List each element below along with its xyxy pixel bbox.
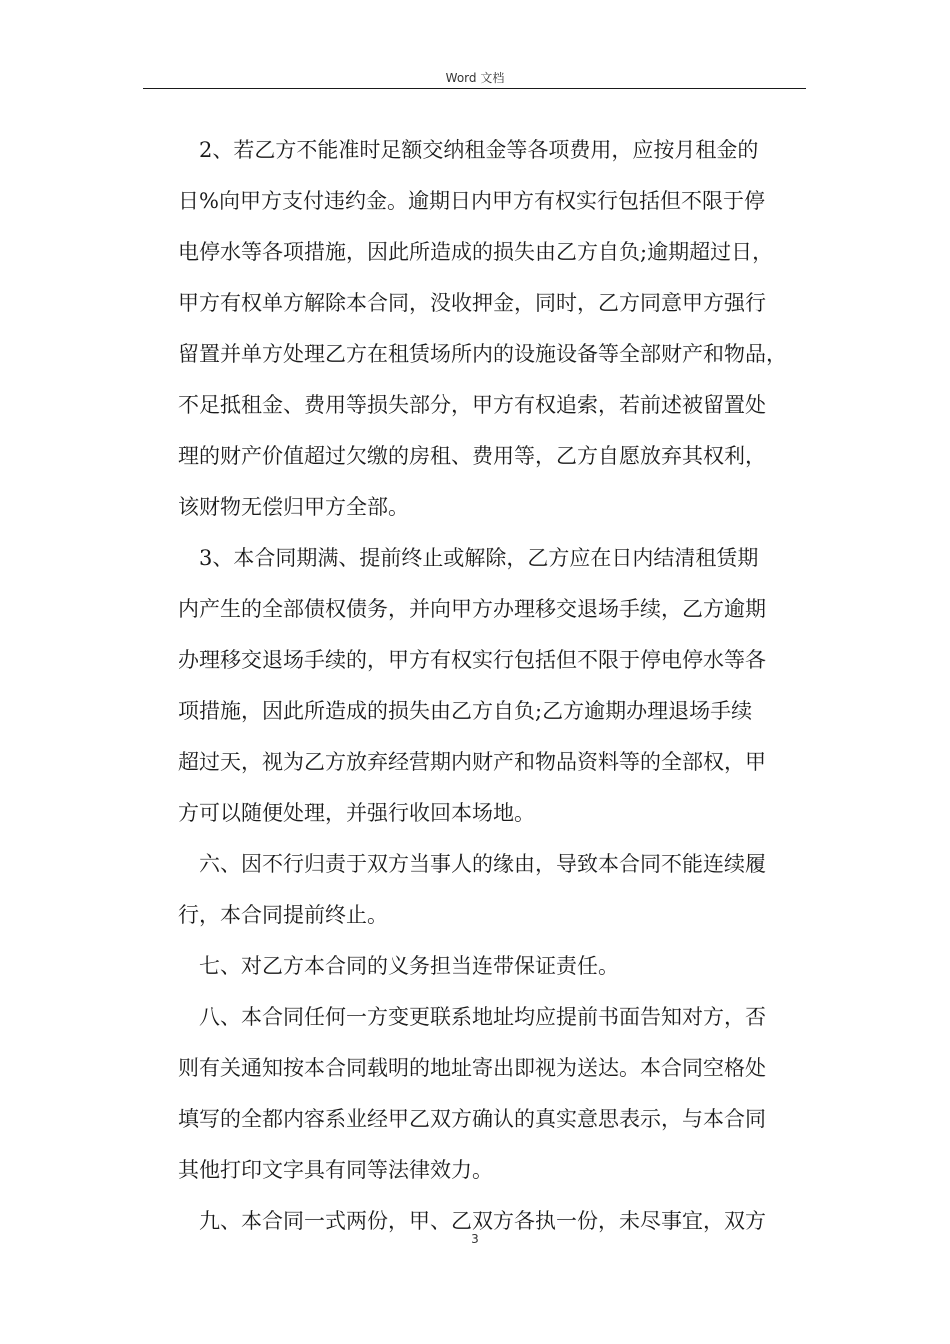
text-line: 其他打印文字具有同等法律效力。 — [178, 1158, 493, 1182]
text-line: 2、若乙方不能准时足额交纳租金等各项费用，应按月租金的 — [199, 138, 759, 162]
text-line: 不足抵租金、费用等损失部分，甲方有权追索，若前述被留置处 — [178, 393, 766, 417]
document-body — [178, 125, 808, 1247]
text-line: 理的财产价值超过欠缴的房租、费用等，乙方自愿放弃其权利， — [178, 444, 766, 468]
text-line: 内产生的全部债权债务，并向甲方办理移交退场手续，乙方逾期 — [178, 597, 766, 621]
text-line: 该财物无偿归甲方全部。 — [178, 495, 409, 519]
text-line: 日%向甲方支付违约金。逾期日内甲方有权实行包括但不限于停 — [178, 189, 765, 213]
text-line: 六、因不行归责于双方当事人的缘由，导致本合同不能连续履 — [199, 852, 766, 876]
text-line: 填写的全都内容系业经甲乙双方确认的真实意思表示，与本合同 — [178, 1107, 766, 1131]
text-line: 八、本合同任何一方变更联系地址均应提前书面告知对方，否 — [199, 1005, 766, 1029]
header-divider — [143, 88, 806, 89]
page-header-title: Word 文档 — [445, 71, 505, 85]
text-line: 甲方有权单方解除本合同，没收押金，同时，乙方同意甲方强行 — [178, 291, 766, 315]
text-line: 电停水等各项措施，因此所造成的损失由乙方自负;逾期超过日， — [178, 240, 774, 264]
text-line: 留置并单方处理乙方在租赁场所内的设施设备等全部财产和物品， — [178, 342, 787, 366]
text-line: 九、本合同一式两份，甲、乙双方各执一份，未尽事宜，双方 — [199, 1209, 766, 1233]
text-line: 3、本合同期满、提前终止或解除，乙方应在日内结清租赁期 — [199, 546, 759, 570]
text-line: 则有关通知按本合同载明的地址寄出即视为送达。本合同空格处 — [178, 1056, 766, 1080]
page-number: 3 — [471, 1232, 479, 1246]
text-line: 行，本合同提前终止。 — [178, 903, 388, 927]
text-line: 超过天，视为乙方放弃经营期内财产和物品资料等的全部权，甲 — [178, 750, 766, 774]
text-line: 项措施，因此所造成的损失由乙方自负;乙方逾期办理退场手续 — [178, 699, 753, 723]
text-line: 办理移交退场手续的，甲方有权实行包括但不限于停电停水等各 — [178, 648, 766, 672]
text-line: 方可以随便处理，并强行收回本场地。 — [178, 801, 535, 825]
text-line: 七、对乙方本合同的义务担当连带保证责任。 — [199, 954, 619, 978]
